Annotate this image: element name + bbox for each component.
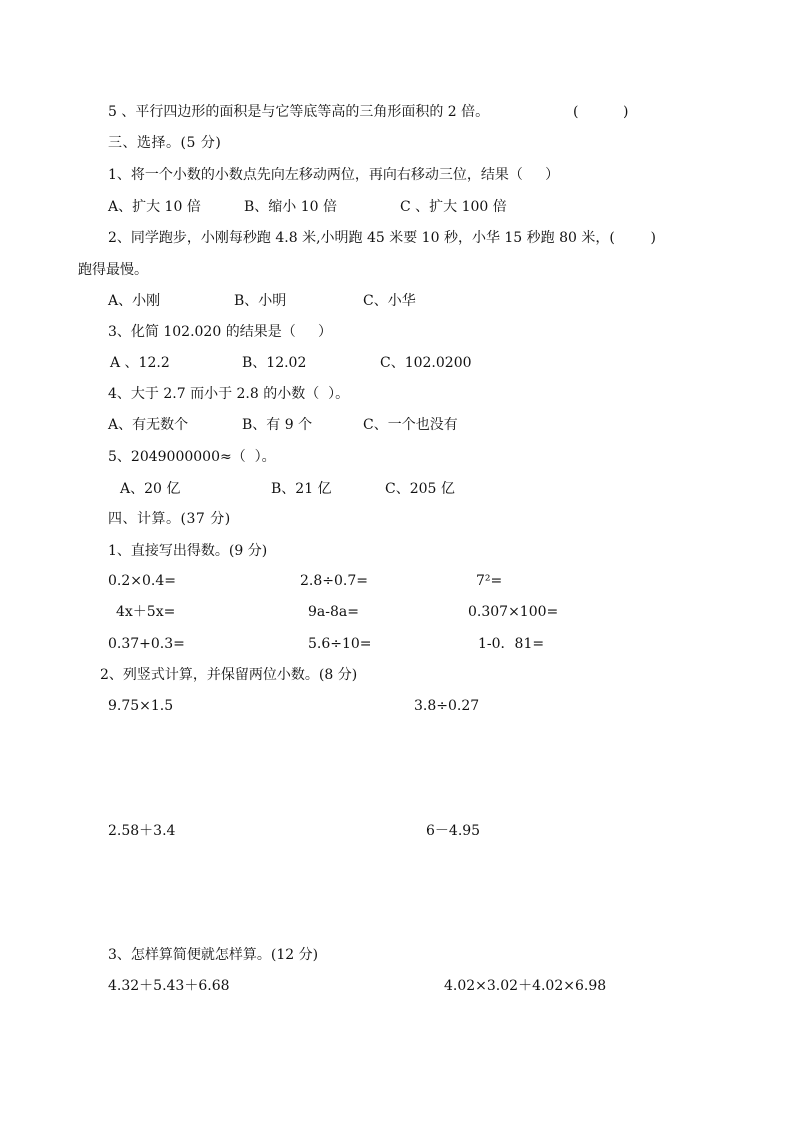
part-1-title: 1、直接写出得数。(9 分)	[108, 543, 268, 559]
question-1-stem: 1、将一个小数的小数点先向左移动两位，再向右移动三位，结果（ ）	[108, 167, 560, 183]
question-2-stem-continued: 跑得最慢。	[78, 262, 148, 278]
question-5-stem: 5、2049000000≈（ ）。	[108, 449, 276, 465]
question-2-option-a[interactable]: A、小刚	[108, 293, 161, 309]
simplify-expression: 4.32＋5.43＋6.68	[108, 978, 230, 994]
question-3-option-b[interactable]: B、12.02	[242, 355, 307, 371]
judgement-item-5: 5 、平行四边形的面积是与它等底等高的三角形面积的 2 倍。	[108, 104, 490, 120]
answer-bracket[interactable]: ( )	[573, 104, 629, 120]
vertical-calc-expression: 3.8÷0.27	[414, 698, 480, 714]
question-1-option-b[interactable]: B、缩小 10 倍	[244, 199, 338, 215]
question-5-option-a[interactable]: A、20 亿	[120, 481, 181, 497]
question-2-option-c[interactable]: C、小华	[363, 293, 416, 309]
question-4-option-a[interactable]: A、有无数个	[108, 417, 189, 433]
question-4-stem: 4、大于 2.7 而小于 2.8 的小数（ ）。	[108, 386, 350, 402]
calc-item: 0.307×100=	[468, 604, 559, 620]
question-4-option-c[interactable]: C、一个也没有	[363, 417, 458, 433]
section-3-title: 三、选择。(5 分)	[108, 135, 222, 151]
vertical-calc-expression: 6－4.95	[426, 823, 481, 839]
calc-item: 7²=	[476, 573, 503, 589]
vertical-calc-expression: 2.58＋3.4	[108, 823, 176, 839]
question-1-option-c[interactable]: C 、扩大 100 倍	[400, 199, 507, 215]
calc-item: 4x＋5x=	[116, 604, 176, 620]
question-5-option-c[interactable]: C、205 亿	[385, 481, 455, 497]
vertical-calc-expression: 9.75×1.5	[108, 698, 174, 714]
question-2-stem: 2、同学跑步，小刚每秒跑 4.8 米,小明跑 45 米要 10 秒，小华 15 秒跑 80 米，( )	[108, 230, 656, 246]
calc-item: 5.6÷10=	[308, 636, 372, 652]
calc-item: 0.37+0.3=	[108, 636, 185, 652]
question-3-stem: 3、化简 102.020 的结果是（ ）	[108, 324, 332, 340]
part-3-title: 3、怎样算简便就怎样算。(12 分)	[108, 947, 319, 963]
calc-item: 0.2×0.4=	[108, 573, 176, 589]
section-4-title: 四、计算。(37 分)	[108, 511, 231, 527]
question-3-option-a[interactable]: A 、12.2	[110, 355, 170, 371]
calc-item: 2.8÷0.7=	[300, 573, 368, 589]
calc-item: 1-0．81=	[478, 636, 545, 652]
question-1-option-a[interactable]: A、扩大 10 倍	[108, 199, 201, 215]
question-4-option-b[interactable]: B、有 9 个	[242, 417, 313, 433]
calc-item: 9a-8a=	[308, 604, 359, 620]
question-5-option-b[interactable]: B、21 亿	[271, 481, 332, 497]
part-2-title: 2、列竖式计算，并保留两位小数。(8 分)	[100, 667, 358, 683]
simplify-expression: 4.02×3.02＋4.02×6.98	[444, 978, 607, 994]
question-2-option-b[interactable]: B、小明	[234, 293, 287, 309]
question-3-option-c[interactable]: C、102.0200	[380, 355, 472, 371]
